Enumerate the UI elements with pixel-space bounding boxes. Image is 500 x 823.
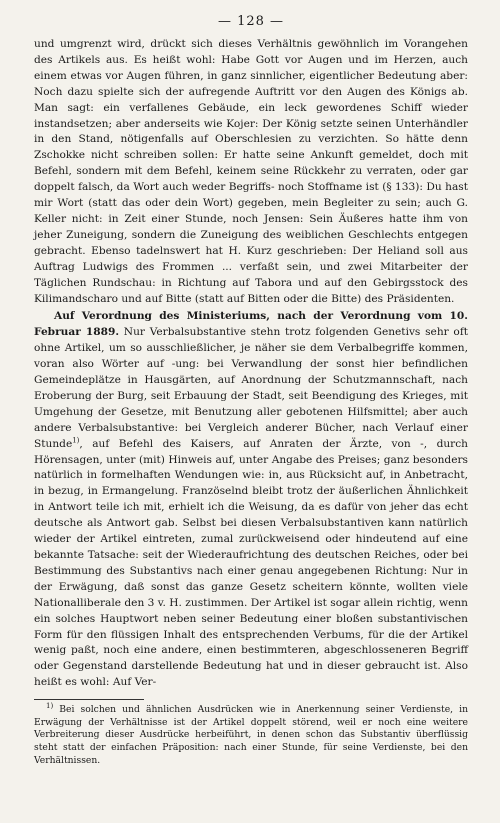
footnote (34, 704, 468, 767)
footnote-text: Bei solchen und ähnlichen Ausdrücken wie in Anerkennung seiner Verdienste, in Erwägung der Verhältnisse ist der Artikel doppelt störend, weil er noch eine weitere Verbreiterung dieser Ausdrücke herbeiführt, in denen schon das Substantiv überflüssig steht statt der einfachen Präposition: nach einer Stunde, für seine Verdienste, bei den Verhältnissen. (34, 704, 468, 766)
paragraph-1 (34, 37, 468, 307)
footnote-mark: 1) (46, 702, 54, 711)
paragraph-2 (34, 309, 468, 691)
footnote-divider (34, 699, 144, 700)
paragraph-2-text-continued: , auf Befehl des Kaisers, auf Anraten der Ärzte, von -, durch Hörensagen, unter (mit) Hinweis auf, unter Angabe des Preises; ganz besonders natürlich in formelhaften Wendungen wie: in, aus Rücksicht auf, in Anbetracht, in bezug, in Ermangelung. Französelnd bleibt trotz der äußerlichen Ähnlichkeit in Antwort teile ich mit, erhielt ich die Weisung, da es dafür von jeher das echt deutsche als Antwort gab. Selbst bei diesen Verbalsubstantiven kann natürlich wieder der Artikel eintreten, zumal zurückweisend oder hindeutend auf eine bekannte Tatsache: seit der Wiederaufrichtung des deutschen Reiches, oder bei Bestimmung des Substantivs nach einer genau angegebenen Richtung: Nur in der Erwägung, daß sonst das ganze Gesetz scheitern könnte, wollten viele Nationalliberale den 3 v. H. zustimmen. Der Artikel ist sogar allein richtig, wenn ein solches Hauptwort neben seiner Bedeutung einer bloßen substantivischen Form für den flüssigen Inhalt des entsprechenden Verbums, für die der Artikel wenig paßt, noch eine andere, einen bestimmteren, abgeschlosseneren Begriff oder Gegenstand darstellende Bedeutung hat und in dieser gebraucht ist. Also heißt es wohl: Auf Ver- (34, 437, 468, 689)
main-text (34, 37, 468, 691)
footnote-reference[interactable]: 1) (72, 436, 80, 445)
paragraph-heading: Auf Verordnung des Ministeriums, nach der Verordnung vom 10. Februar 1889. (34, 310, 468, 339)
page-number: — 128 — (217, 14, 285, 29)
paragraph-1-text: und umgrenzt wird, drückt sich dieses Verhältnis gewöhnlich im Vorangehen des Artikels aus. Es heißt wohl: Habe Gott vor Augen und im Herzen, auch einem etwas vor Augen führen, in ganz sinnlicher, eigentlicher Bedeutung aber: Noch dazu spielte sich der aufregende Auftritt vor den Augen des Königs ab. Man sagt: ein verfallenes Gebäude, ein leck gewordenes Schiff wieder instandsetzen; aber anderseits wie Kojer: Der König setzte seinen Unterhändler in den Stand, nötigenfalls auf Oberschlesien zu verzichten. So hätte denn Zschokke nicht schreiben sollen: Er hatte seine Ankunft gemeldet, doch mit Befehl, sondern mit dem Befehl, keinem seine Rückkehr zu verraten, oder gar doppelt falsch, da Wort auch weder Begriffs- noch Stoffname ist (§ 133): Du hast mir Wort (statt das oder dein Wort) gegeben, mein Begleiter zu sein; auch G. Keller nicht: in Zeit einer Stunde, noch Jensen: Sein Äußeres hatte ihm von jeher Zuneigung, sondern die Zuneigung des weiblichen Geschlechts entgegen gebracht. Ebenso tadelnswert hat H. Kurz geschrieben: Der Heliand soll aus Auftrag Ludwigs des Frommen ... verfaßt sein, und zwei Mitarbeiter der Täglichen Rundschau: in Richtung auf Tabora und auf den Gebirgsstock des Kilimandscharo und auf Bitte (statt auf Bitten oder die Bitte) des Präsidenten. (34, 38, 468, 305)
paragraph-2-text: Nur Verbalsubstantive stehn trotz folgenden Genetivs sehr oft ohne Artikel, um so ausschließlicher, je näher sie dem Verbalbegriffe kommen, voran also Wörter auf -ung: bei Verwandlung der sonst hier befindlichen Gemeindeplätze in Hausgärten, auf Anordnung der Schutzmannschaft, nach Eroberung der Burg, seit Erbauung der Stadt, seit Beendigung des Krieges, mit Umgehung der Gesetze, mit Benutzung aller gebotenen Hilfsmittel; aber auch andere Verbalsubstantive: bei Vergleich anderer Bücher, nach Verlauf einer Stunde (34, 326, 468, 450)
